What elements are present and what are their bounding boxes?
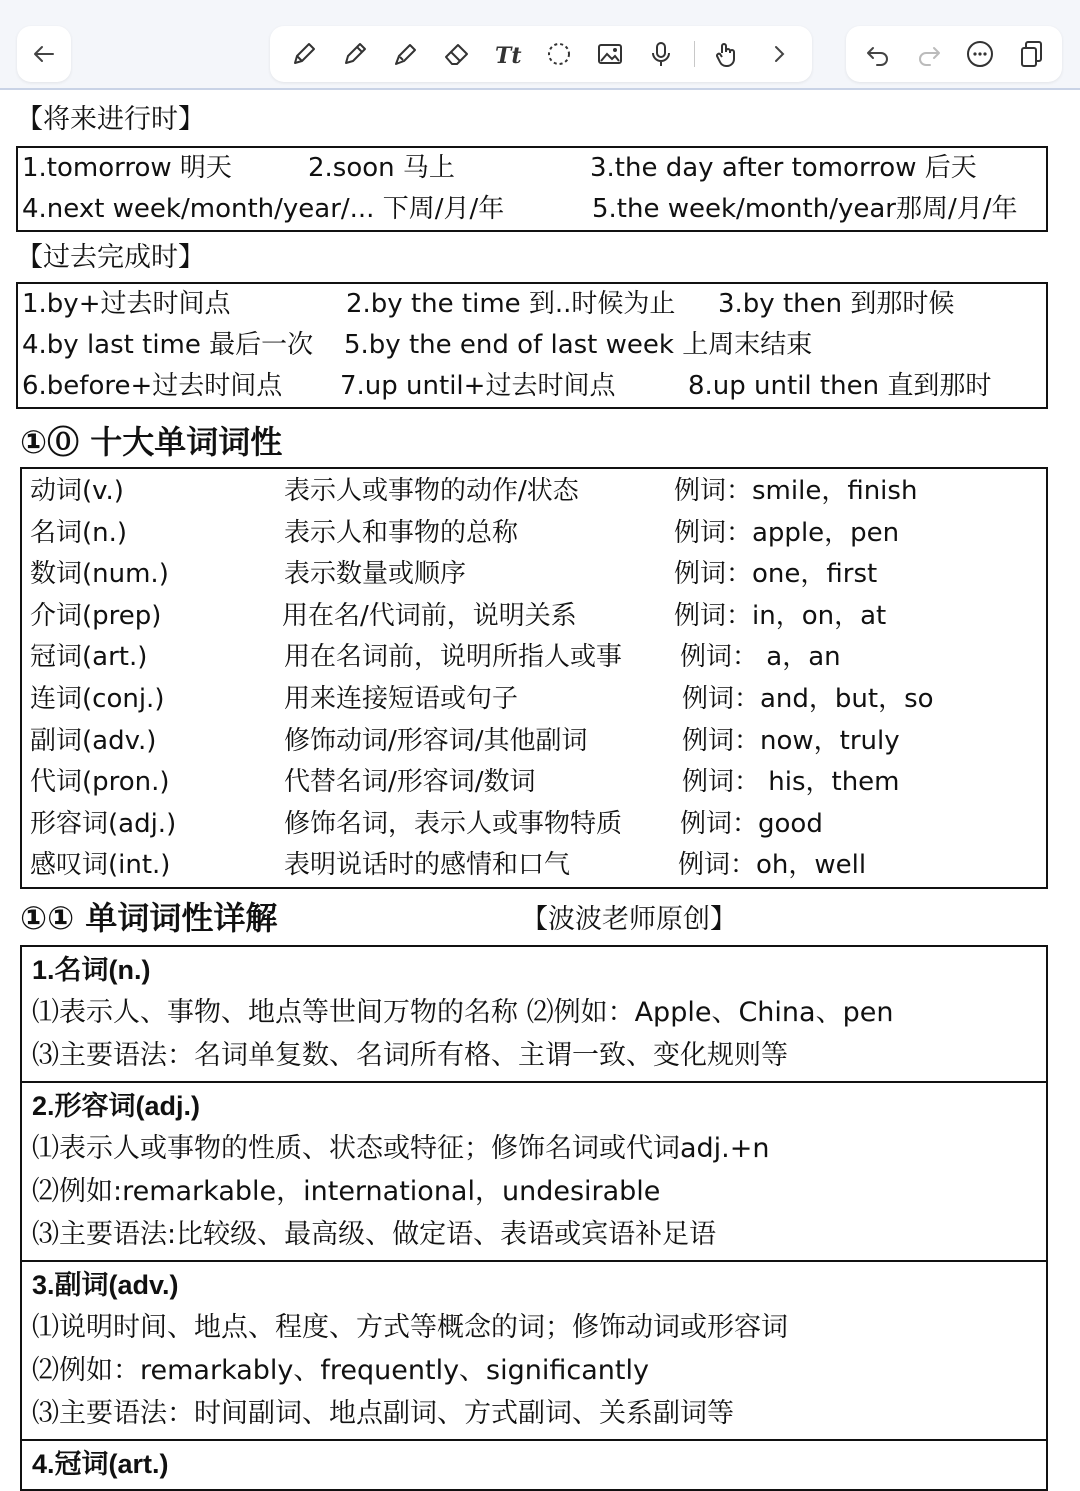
detail-title: 1.名词(n.) — [32, 954, 151, 985]
toolbar-separator — [694, 41, 695, 67]
pos-desc: 表示人或事物的动作/状态 — [284, 476, 579, 506]
detail-block-adverb — [22, 1262, 1046, 1441]
pen-icon[interactable] — [286, 36, 322, 72]
detail-title: 4.冠词(art.) — [32, 1448, 169, 1479]
detail-block-adjective — [22, 1083, 1046, 1262]
more-icon[interactable] — [962, 36, 998, 72]
pos-example: 例词：good — [680, 808, 823, 839]
note-page — [16, 100, 1048, 1491]
future-item: 2.soon 马上 — [308, 153, 455, 183]
top-toolbar — [0, 0, 1080, 90]
past-row-2 — [18, 325, 1046, 366]
detail-line: ⑵例如：remarkably、frequently、significantly — [32, 1354, 649, 1386]
pos-name: 形容词(adj.) — [30, 808, 177, 839]
pos-example: 例词：apple，pen — [674, 517, 900, 548]
pos-details-table — [20, 945, 1048, 1491]
detail-line: ⑶主要语法：时间副词、地点副词、方式副词、关系副词等 — [32, 1397, 734, 1429]
author-credit: 【波波老师原创】 — [521, 903, 737, 935]
detail-line: ⑴表示人、事物、地点等世间万物的名称 ⑵例如：Apple、China、pen — [32, 996, 894, 1028]
future-item: 4.next week/month/year/... 下周/月/年 — [22, 194, 505, 224]
pos-row — [22, 804, 1046, 846]
past-row-1 — [18, 284, 1046, 325]
pos-row — [22, 721, 1046, 763]
detail-line: ⑶主要语法:比较级、最高级、做定语、表语或宾语补足语 — [32, 1218, 717, 1250]
detail-block-noun — [22, 947, 1046, 1083]
svg-text:Tt: Tt — [494, 43, 522, 69]
pos-desc: 修饰名词，表示人或事物特质 — [284, 808, 623, 839]
pos-row — [22, 845, 1046, 887]
pos-name: 动词(v.) — [30, 476, 124, 506]
future-item: 3.the day after tomorrow 后天 — [590, 153, 977, 183]
pos-row — [22, 554, 1046, 596]
detail-block-article — [22, 1441, 1046, 1489]
pos-desc: 用来连接短语或句子 — [284, 683, 519, 714]
parts-of-speech-table — [20, 467, 1048, 889]
pages-icon[interactable] — [1013, 36, 1049, 72]
pos-example: 例词：now，truly — [682, 725, 900, 756]
future-row-2 — [18, 189, 1046, 230]
pos-row — [22, 679, 1046, 721]
eraser-icon[interactable] — [439, 36, 475, 72]
pos-row — [22, 513, 1046, 555]
detail-line: ⑵例如:remarkable，international，undesirable — [32, 1175, 661, 1207]
pos-example: 例词：and，but，so — [682, 683, 934, 714]
pos-name: 连词(conj.) — [30, 683, 165, 714]
back-button[interactable] — [17, 26, 71, 82]
pos-example: 例词：smile，finish — [674, 476, 918, 506]
past-row-3 — [18, 366, 1046, 407]
hand-pointer-icon[interactable] — [710, 36, 746, 72]
pos-example: 例词：in，on，at — [674, 600, 887, 631]
tools-palette — [270, 26, 812, 82]
future-item: 5.the week/month/year那周/月/年 — [592, 194, 1018, 224]
pos-desc: 用在名/代词前，说明关系 — [282, 600, 577, 631]
mic-icon[interactable] — [643, 36, 679, 72]
pos-row — [22, 596, 1046, 638]
past-item: 4.by last time 最后一次 — [22, 330, 314, 360]
pos-name: 感叹词(int.) — [30, 850, 171, 881]
detail-line: ⑴表示人或事物的性质、状态或特征；修饰名词或代词adj.+n — [32, 1132, 770, 1164]
detail-line: ⑶主要语法：名词单复数、名词所有格、主谓一致、变化规则等 — [32, 1039, 788, 1071]
past-item: 5.by the end of last week 上周末结束 — [344, 330, 813, 360]
detail-title: 3.副词(adv.) — [32, 1269, 179, 1300]
past-item: 2.by the time 到..时候为止 — [346, 289, 676, 319]
pos-name: 介词(prep) — [30, 600, 162, 631]
past-perfect-heading: 【过去完成时】 — [16, 242, 205, 273]
parts-of-speech-heading: ①⓪ 十大单词词性 — [20, 423, 283, 461]
past-item: 1.by+过去时间点 — [22, 289, 231, 319]
pen-2-icon[interactable] — [337, 36, 373, 72]
text-icon[interactable] — [490, 36, 526, 72]
pos-desc: 表示人和事物的总称 — [284, 517, 519, 548]
pos-row — [22, 762, 1046, 804]
pos-desc: 表示数量或顺序 — [284, 559, 467, 590]
future-row-1 — [18, 148, 1046, 189]
pos-name: 代词(pron.) — [30, 767, 170, 798]
pos-row — [22, 471, 1046, 513]
pos-desc: 用在名词前，说明所指人或事 — [284, 642, 623, 673]
pos-desc: 修饰动词/形容词/其他副词 — [284, 725, 588, 756]
past-item: 6.before+过去时间点 — [22, 371, 283, 401]
pos-details-heading: ①① 单词词性详解 — [20, 898, 278, 937]
redo-icon[interactable] — [911, 36, 947, 72]
future-progressive-heading: 【将来进行时】 — [16, 104, 205, 135]
pos-example: 例词：oh，well — [678, 850, 867, 881]
pos-name: 数词(num.) — [30, 559, 169, 590]
pos-name: 副词(adv.) — [30, 725, 157, 756]
lasso-icon[interactable] — [541, 36, 577, 72]
past-perfect-box — [16, 282, 1048, 409]
pos-example: 例词： his，them — [682, 767, 900, 798]
past-item: 8.up until then 直到那时 — [688, 371, 992, 401]
undo-icon[interactable] — [860, 36, 896, 72]
pos-desc: 表明说话时的感情和口气 — [284, 850, 571, 881]
future-progressive-box — [16, 146, 1048, 232]
pos-example: 例词： a，an — [680, 642, 841, 673]
pos-name: 冠词(art.) — [30, 642, 148, 673]
arrow-left-icon[interactable] — [26, 36, 62, 72]
detail-line: ⑴说明时间、地点、程度、方式等概念的词；修饰动词或形容词 — [32, 1311, 788, 1343]
pos-details-heading-row — [16, 893, 1048, 943]
image-icon[interactable] — [592, 36, 628, 72]
pos-name: 名词(n.) — [30, 517, 128, 548]
pos-row — [22, 637, 1046, 679]
past-item: 7.up until+过去时间点 — [340, 371, 616, 401]
detail-title: 2.形容词(adj.) — [32, 1090, 201, 1121]
pos-example: 例词：one，first — [674, 559, 878, 590]
pos-desc: 代替名词/形容词/数词 — [284, 767, 536, 798]
chevron-right-icon[interactable] — [761, 36, 797, 72]
actions-palette — [846, 26, 1062, 82]
past-item: 3.by then 到那时候 — [718, 289, 955, 319]
future-item: 1.tomorrow 明天 — [22, 153, 232, 183]
highlighter-icon[interactable] — [388, 36, 424, 72]
